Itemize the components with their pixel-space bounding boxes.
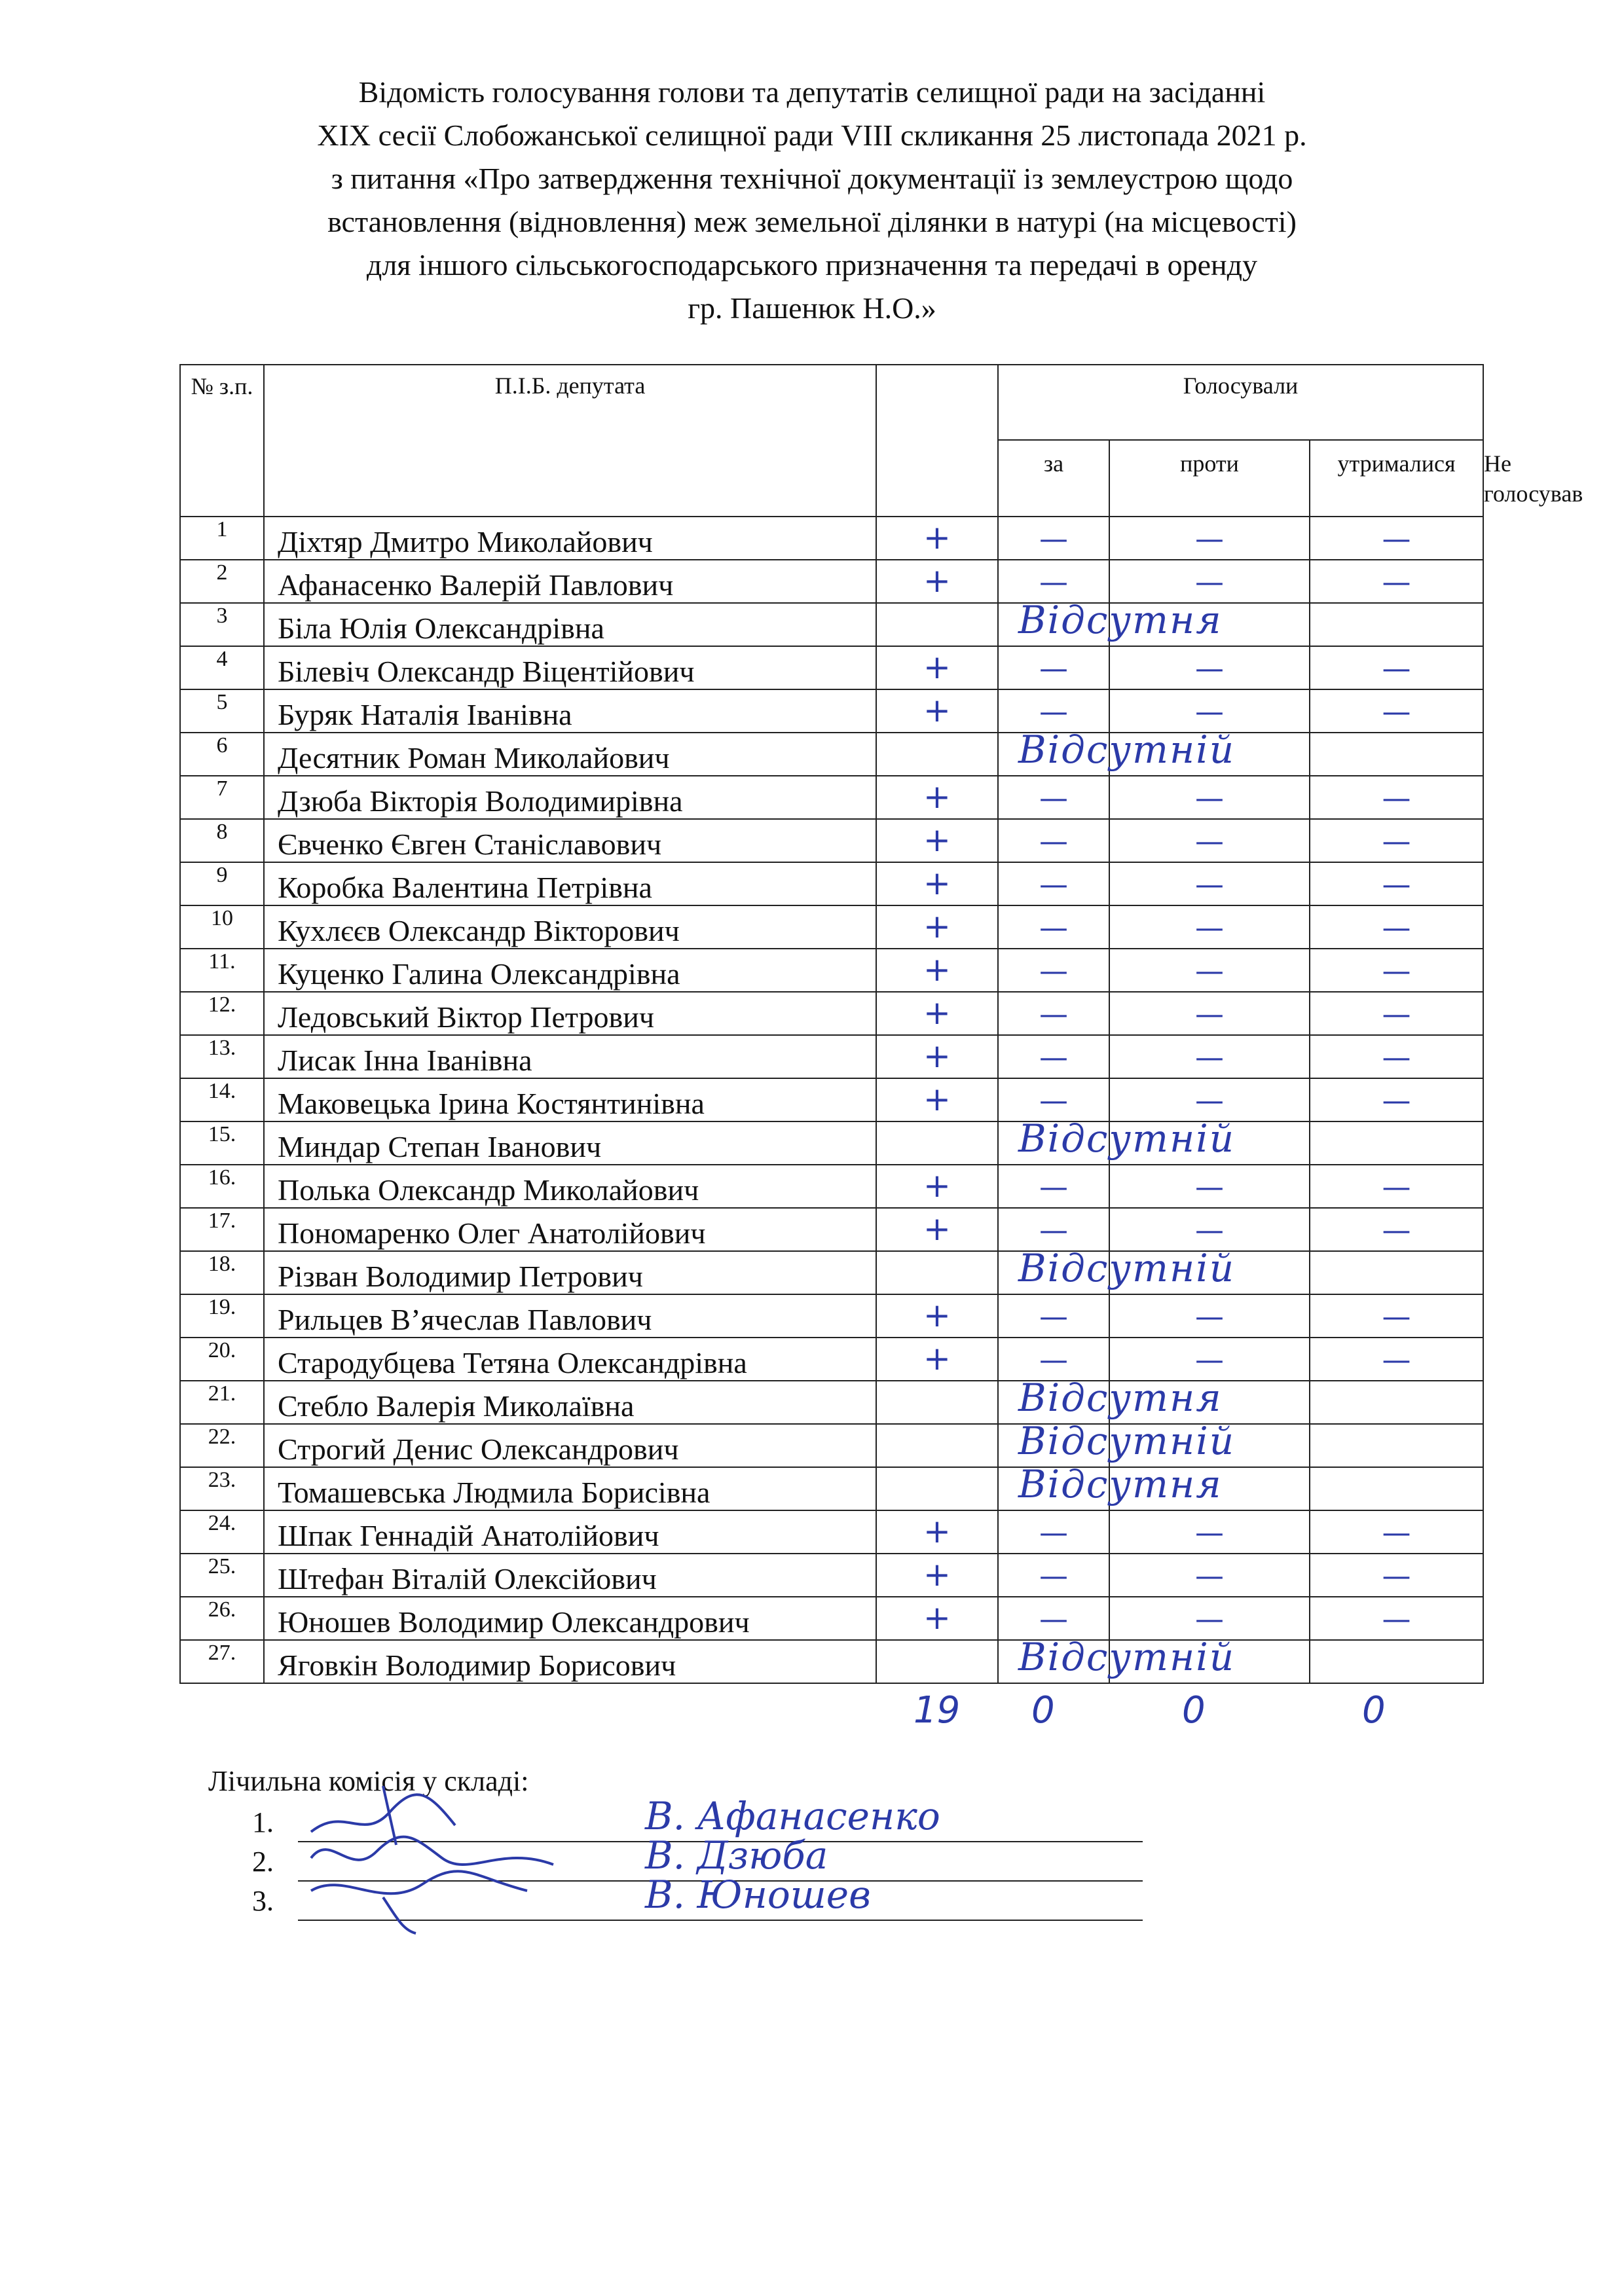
title-line-2: XIX сесії Слобожанської селищної ради VIII скликання 25 листопада 2021 р.	[317, 118, 1307, 152]
vote-not-voted	[1310, 1510, 1483, 1554]
vote-not-voted	[1310, 1640, 1483, 1683]
member-signature-name: В. Дзюба	[645, 1833, 828, 1878]
handwritten-plus: +	[923, 691, 951, 729]
vote-against	[998, 517, 1109, 560]
handwritten-dash: —	[1382, 522, 1411, 556]
vote-against	[998, 992, 1109, 1035]
deputy-name: Пономаренко Олег Анатолійович	[264, 1208, 876, 1251]
table-row	[180, 733, 1483, 776]
deputy-name: Шпак Геннадій Анатолійович	[264, 1510, 876, 1554]
handwritten-dash: —	[1039, 1559, 1068, 1593]
row-number: 25.	[180, 1554, 264, 1597]
vote-abstained	[1109, 1510, 1310, 1554]
handwritten-dash: —	[1382, 651, 1411, 685]
vote-for	[876, 905, 998, 949]
handwritten-plus: +	[923, 1555, 951, 1594]
row-number: 17.	[180, 1208, 264, 1251]
handwritten-dash: —	[1382, 1300, 1411, 1334]
handwritten-plus: +	[923, 907, 951, 945]
handwritten-dash: —	[1039, 565, 1068, 599]
vote-abstained	[1109, 862, 1310, 905]
header-against: проти	[1109, 440, 1310, 517]
vote-for	[876, 1640, 998, 1683]
deputy-name: Буряк Наталія Іванівна	[264, 689, 876, 733]
vote-not-voted	[1310, 862, 1483, 905]
vote-for	[876, 603, 998, 646]
handwritten-plus: +	[923, 647, 951, 686]
vote-against	[998, 689, 1109, 733]
table-row	[180, 905, 1483, 949]
handwritten-plus: +	[923, 1598, 951, 1637]
table-row	[180, 1165, 1483, 1208]
deputy-name: Стародубцева Тетяна Олександрівна	[264, 1338, 876, 1381]
handwritten-plus: +	[923, 777, 951, 816]
table-row	[180, 862, 1483, 905]
vote-for	[876, 560, 998, 603]
vote-abstained	[1109, 1554, 1310, 1597]
handwritten-dash: —	[1195, 1300, 1224, 1334]
header-voted: Голосували	[998, 365, 1483, 440]
handwritten-dash: —	[1382, 997, 1411, 1031]
handwritten-dash: —	[1382, 824, 1411, 858]
deputy-name: Строгий Денис Олександрович	[264, 1424, 876, 1467]
vote-abstained	[1109, 1294, 1310, 1338]
vote-for	[876, 1424, 998, 1467]
table-row	[180, 1035, 1483, 1078]
table-row	[180, 1381, 1483, 1424]
vote-not-voted	[1310, 1424, 1483, 1467]
vote-for	[876, 689, 998, 733]
vote-not-voted	[1310, 1467, 1483, 1510]
handwritten-dash: —	[1195, 1084, 1224, 1118]
vote-for	[876, 1467, 998, 1510]
vote-for	[876, 646, 998, 689]
vote-abstained	[1109, 1165, 1310, 1208]
handwritten-dash: —	[1382, 1602, 1411, 1636]
vote-against	[998, 949, 1109, 992]
deputy-name: Кухлєєв Олександр Вікторович	[264, 905, 876, 949]
deputy-name: Ледовський Віктор Петрович	[264, 992, 876, 1035]
vote-not-voted	[1310, 992, 1483, 1035]
vote-not-voted	[1310, 560, 1483, 603]
handwritten-plus: +	[923, 518, 951, 556]
vote-not-voted	[1310, 1208, 1483, 1251]
handwritten-absent-note: Відсутня	[1018, 598, 1223, 642]
handwritten-dash: —	[1195, 781, 1224, 815]
handwritten-dash: —	[1195, 1343, 1224, 1377]
handwritten-plus: +	[923, 864, 951, 902]
handwritten-plus: +	[923, 1209, 951, 1248]
document-title	[0, 71, 1624, 330]
table-row	[180, 1424, 1483, 1467]
handwritten-absent-note: Відсутня	[1018, 1462, 1223, 1506]
handwritten-plus: +	[923, 1036, 951, 1075]
handwritten-dash: —	[1039, 522, 1068, 556]
handwritten-dash: —	[1382, 954, 1411, 988]
vote-abstained	[1109, 949, 1310, 992]
vote-abstained	[1109, 560, 1310, 603]
table-row	[180, 1640, 1483, 1683]
vote-not-voted	[1310, 1035, 1483, 1078]
vote-for	[876, 1035, 998, 1078]
handwritten-dash: —	[1382, 1170, 1411, 1204]
vote-not-voted	[1310, 1251, 1483, 1294]
deputy-name: Томашевська Людмила Борисівна	[264, 1467, 876, 1510]
deputy-name: Афанасенко Валерій Павлович	[264, 560, 876, 603]
handwritten-dash: —	[1195, 651, 1224, 685]
row-number: 2	[180, 560, 264, 603]
vote-against	[998, 1510, 1109, 1554]
handwritten-dash: —	[1195, 565, 1224, 599]
handwritten-dash: —	[1039, 997, 1068, 1031]
vote-for	[876, 517, 998, 560]
vote-against	[998, 1554, 1109, 1597]
vote-against	[998, 1338, 1109, 1381]
vote-for	[876, 1294, 998, 1338]
deputy-name: Полька Олександр Миколайович	[264, 1165, 876, 1208]
handwritten-dash: —	[1195, 1040, 1224, 1074]
handwritten-dash: —	[1039, 824, 1068, 858]
handwritten-plus: +	[923, 1080, 951, 1118]
handwritten-dash: —	[1039, 781, 1068, 815]
deputy-name: Яговкін Володимир Борисович	[264, 1640, 876, 1683]
vote-abstained	[1109, 1597, 1310, 1640]
handwritten-dash: —	[1039, 1170, 1068, 1204]
handwritten-plus: +	[923, 950, 951, 989]
handwritten-absent-note: Відсутній	[1018, 1635, 1236, 1679]
vote-against	[998, 1294, 1109, 1338]
table-row	[180, 1294, 1483, 1338]
vote-for	[876, 1381, 998, 1424]
vote-not-voted	[1310, 603, 1483, 646]
vote-not-voted	[1310, 1165, 1483, 1208]
vote-abstained	[1109, 1208, 1310, 1251]
vote-against	[998, 1597, 1109, 1640]
handwritten-dash: —	[1382, 867, 1411, 902]
total-not-voted: 0	[1362, 1689, 1386, 1732]
handwritten-dash: —	[1195, 695, 1224, 729]
row-number: 21.	[180, 1381, 264, 1424]
vote-for	[876, 1554, 998, 1597]
table-row	[180, 1554, 1483, 1597]
vote-not-voted	[1310, 733, 1483, 776]
table-row	[180, 1121, 1483, 1165]
handwritten-absent-note: Відсутній	[1018, 1116, 1236, 1161]
table-row	[180, 949, 1483, 992]
table-row	[180, 819, 1483, 862]
vote-against	[998, 905, 1109, 949]
vote-against	[998, 1078, 1109, 1121]
table-row	[180, 1510, 1483, 1554]
vote-for	[876, 776, 998, 819]
handwritten-dash: —	[1195, 911, 1224, 945]
vote-abstained	[1109, 1035, 1310, 1078]
row-number: 23.	[180, 1467, 264, 1510]
vote-against	[998, 1208, 1109, 1251]
deputy-name: Євченко Євген Станіславович	[264, 819, 876, 862]
handwritten-dash: —	[1039, 695, 1068, 729]
handwritten-dash: —	[1039, 1602, 1068, 1636]
vote-not-voted	[1310, 1381, 1483, 1424]
handwritten-plus: +	[923, 1512, 951, 1550]
vote-not-voted	[1310, 905, 1483, 949]
table-row	[180, 1078, 1483, 1121]
vote-for	[876, 1121, 998, 1165]
row-number: 19.	[180, 1294, 264, 1338]
row-number: 6	[180, 733, 264, 776]
handwritten-dash: —	[1039, 867, 1068, 902]
handwritten-dash: —	[1195, 954, 1224, 988]
row-number: 1	[180, 517, 264, 560]
vote-not-voted	[1310, 776, 1483, 819]
vote-for	[876, 862, 998, 905]
vote-against	[998, 776, 1109, 819]
vote-against	[998, 560, 1109, 603]
handwritten-dash: —	[1195, 522, 1224, 556]
vote-not-voted	[1310, 949, 1483, 992]
table-row	[180, 689, 1483, 733]
vote-abstained	[1109, 992, 1310, 1035]
deputy-name: Білевіч Олександр Віцентійович	[264, 646, 876, 689]
vote-for	[876, 1208, 998, 1251]
vote-for	[876, 819, 998, 862]
handwritten-dash: —	[1382, 565, 1411, 599]
row-number: 18.	[180, 1251, 264, 1294]
vote-abstained	[1109, 776, 1310, 819]
deputy-name: Юношев Володимир Олександрович	[264, 1597, 876, 1640]
row-number: 13.	[180, 1035, 264, 1078]
vote-abstained	[1109, 1338, 1310, 1381]
table-row	[180, 517, 1483, 560]
handwritten-signature	[304, 1858, 540, 1937]
handwritten-absent-note: Відсутній	[1018, 1246, 1236, 1290]
commission-member-3	[252, 1872, 1143, 1923]
table-row	[180, 1208, 1483, 1251]
handwritten-plus: +	[923, 1296, 951, 1334]
handwritten-dash: —	[1195, 1516, 1224, 1550]
table-row	[180, 560, 1483, 603]
vote-against	[998, 862, 1109, 905]
row-number: 27.	[180, 1640, 264, 1683]
total-abstained: 0	[1182, 1689, 1206, 1732]
handwritten-plus: +	[923, 1339, 951, 1377]
row-number: 20.	[180, 1338, 264, 1381]
handwritten-dash: —	[1382, 911, 1411, 945]
row-number: 3	[180, 603, 264, 646]
row-number: 8	[180, 819, 264, 862]
commission-label: Лічильна комісія у складі:	[208, 1765, 529, 1797]
deputy-name: Маковецька Ірина Костянтинівна	[264, 1078, 876, 1121]
title-line-1: Відомість голосування голови та депутатів селищної ради на засіданні	[358, 75, 1266, 109]
vote-for	[876, 1251, 998, 1294]
vote-for	[876, 1597, 998, 1640]
row-number: 7	[180, 776, 264, 819]
vote-abstained	[1109, 905, 1310, 949]
handwritten-absent-note: Відсутній	[1018, 1419, 1236, 1463]
table-row	[180, 603, 1483, 646]
row-number: 10	[180, 905, 264, 949]
handwritten-plus: +	[923, 1166, 951, 1205]
vote-not-voted	[1310, 1121, 1483, 1165]
member-signature-name: В. Афанасенко	[645, 1794, 940, 1838]
header-blank	[876, 365, 998, 517]
vote-for	[876, 1165, 998, 1208]
vote-not-voted	[1310, 1078, 1483, 1121]
deputy-name: Коробка Валентина Петрівна	[264, 862, 876, 905]
handwritten-dash: —	[1382, 1516, 1411, 1550]
handwritten-dash: —	[1039, 1040, 1068, 1074]
member-number: 2.	[252, 1846, 274, 1878]
row-number: 16.	[180, 1165, 264, 1208]
deputy-name: Діхтяр Дмитро Миколайович	[264, 517, 876, 560]
vote-against	[998, 819, 1109, 862]
handwritten-dash: —	[1382, 1343, 1411, 1377]
handwritten-dash: —	[1039, 1516, 1068, 1550]
title-line-5: для іншого сільськогосподарського призначення та передачі в оренду	[366, 248, 1258, 282]
deputy-name: Рильцев В’ячеслав Павлович	[264, 1294, 876, 1338]
row-number: 9	[180, 862, 264, 905]
table-row	[180, 1467, 1483, 1510]
vote-for	[876, 1078, 998, 1121]
handwritten-plus: +	[923, 993, 951, 1032]
vote-for	[876, 733, 998, 776]
handwritten-dash: —	[1195, 1213, 1224, 1247]
vote-for	[876, 1338, 998, 1381]
vote-against	[998, 1035, 1109, 1078]
deputy-name: Куценко Галина Олександрівна	[264, 949, 876, 992]
table-row	[180, 776, 1483, 819]
vote-for	[876, 1510, 998, 1554]
handwritten-dash: —	[1382, 1040, 1411, 1074]
vote-abstained	[1109, 646, 1310, 689]
row-number: 24.	[180, 1510, 264, 1554]
vote-not-voted	[1310, 517, 1483, 560]
handwritten-dash: —	[1382, 1213, 1411, 1247]
vote-not-voted	[1310, 819, 1483, 862]
header-abstained: утрималися	[1310, 440, 1483, 517]
handwritten-dash: —	[1382, 1084, 1411, 1118]
handwritten-dash: —	[1039, 1343, 1068, 1377]
header-for: за	[998, 440, 1109, 517]
handwritten-dash: —	[1195, 997, 1224, 1031]
handwritten-dash: —	[1039, 1084, 1068, 1118]
deputy-name: Лисак Інна Іванівна	[264, 1035, 876, 1078]
vote-for	[876, 992, 998, 1035]
handwritten-dash: —	[1382, 781, 1411, 815]
vote-abstained	[1109, 1078, 1310, 1121]
voting-table: № з.п. П.І.Б. депутата Голосували за проти утрималися Не голосував 1 Діхтяр Дмитро Миколайович + — — — 2 Афанасенко Валерій Павлович + — — — 3 Біла Юлія Олександрівна 4 Білевіч Олександр Віцентійович + — — — 5 Буряк Наталія Іванівна + — — — 6 Десятник Роман Миколайович 7 Дзюба Вікторія Володимирівна + — — — 8 Євченко Євген Станіславович + — — — 9 Коробка Валентина Петрівна + — — — 10 Кухлєєв Олександр Вікторович + — — — 11. Куценко Галина Олександрівна + — — — 12. Ледовський Віктор Петрович + — — — 13. Лисак Інна Іванівна + — — — 14. Маковецька Ірина Костянтинівна + — — — 15. Миндар Степан Іванович 16. Полька Олександр Миколайович + — — — 17. Пономаренко Олег Анатолійович + — — — 18. Різван Володимир Петрович 19. Рильцев В’ячеслав Павлович + — — — 20. Стародубцева Тетяна Олександрівна + — — — 21. Стебло Валерія Миколаївна 22. Строгий Денис Олександрович 23. Томашевська Людмила Борисівна 24. Шпак Геннадій Анатолійович + — — — 25. Штефан Віталій Олексійович + — — — 26. Юношев Володимир Олександрович + — — — 27. Яговкін Володимир Борисович	[179, 364, 1484, 1684]
handwritten-absent-note: Відсутній	[1018, 727, 1236, 772]
vote-not-voted	[1310, 1554, 1483, 1597]
row-number: 11.	[180, 949, 264, 992]
handwritten-dash: —	[1382, 695, 1411, 729]
handwritten-plus: +	[923, 561, 951, 600]
deputy-name: Біла Юлія Олександрівна	[264, 603, 876, 646]
row-number: 15.	[180, 1121, 264, 1165]
table-row	[180, 1597, 1483, 1640]
vote-for	[876, 949, 998, 992]
vote-abstained	[1109, 819, 1310, 862]
member-number: 1.	[252, 1806, 274, 1838]
row-number: 22.	[180, 1424, 264, 1467]
vote-against	[998, 646, 1109, 689]
member-number: 3.	[252, 1885, 274, 1917]
handwritten-dash: —	[1382, 1559, 1411, 1593]
row-number: 5	[180, 689, 264, 733]
vote-not-voted	[1310, 1597, 1483, 1640]
vote-not-voted	[1310, 1294, 1483, 1338]
vote-abstained	[1109, 689, 1310, 733]
title-line-3: з питання «Про затвердження технічної документації із землеустрою щодо	[331, 162, 1293, 195]
total-against: 0	[1031, 1689, 1055, 1732]
handwritten-dash: —	[1195, 1602, 1224, 1636]
handwritten-absent-note: Відсутня	[1018, 1376, 1223, 1420]
deputy-name: Штефан Віталій Олексійович	[264, 1554, 876, 1597]
table-row	[180, 1251, 1483, 1294]
row-number: 12.	[180, 992, 264, 1035]
deputy-name: Стебло Валерія Миколаївна	[264, 1381, 876, 1424]
handwritten-dash: —	[1039, 651, 1068, 685]
vote-not-voted	[1310, 646, 1483, 689]
handwritten-dash: —	[1039, 1213, 1068, 1247]
total-for: 19	[913, 1689, 961, 1732]
deputy-name: Миндар Степан Іванович	[264, 1121, 876, 1165]
handwritten-plus: +	[923, 820, 951, 859]
header-name: П.І.Б. депутата	[264, 365, 876, 517]
row-number: 26.	[180, 1597, 264, 1640]
deputy-name: Різван Володимир Петрович	[264, 1251, 876, 1294]
table-row	[180, 992, 1483, 1035]
row-number: 14.	[180, 1078, 264, 1121]
handwritten-dash: —	[1195, 1170, 1224, 1204]
handwritten-dash: —	[1039, 911, 1068, 945]
table-row	[180, 646, 1483, 689]
handwritten-dash: —	[1195, 867, 1224, 902]
deputy-name: Дзюба Вікторія Володимирівна	[264, 776, 876, 819]
vote-against	[998, 1165, 1109, 1208]
voting-rows	[180, 517, 1483, 1683]
vote-not-voted	[1310, 689, 1483, 733]
handwritten-dash: —	[1039, 954, 1068, 988]
vote-abstained	[1109, 517, 1310, 560]
vote-not-voted	[1310, 1338, 1483, 1381]
handwritten-dash: —	[1039, 1300, 1068, 1334]
handwritten-dash: —	[1195, 824, 1224, 858]
table-row	[180, 1338, 1483, 1381]
handwritten-dash: —	[1195, 1559, 1224, 1593]
row-number: 4	[180, 646, 264, 689]
title-line-4: встановлення (відновлення) меж земельної ділянки в натурі (на місцевості)	[327, 205, 1297, 238]
title-line-6: гр. Пашенюк Н.О.»	[688, 291, 936, 325]
header-number: № з.п.	[180, 365, 264, 517]
totals-row	[0, 1689, 1624, 1735]
member-signature-name: В. Юношев	[645, 1872, 871, 1917]
deputy-name: Десятник Роман Миколайович	[264, 733, 876, 776]
